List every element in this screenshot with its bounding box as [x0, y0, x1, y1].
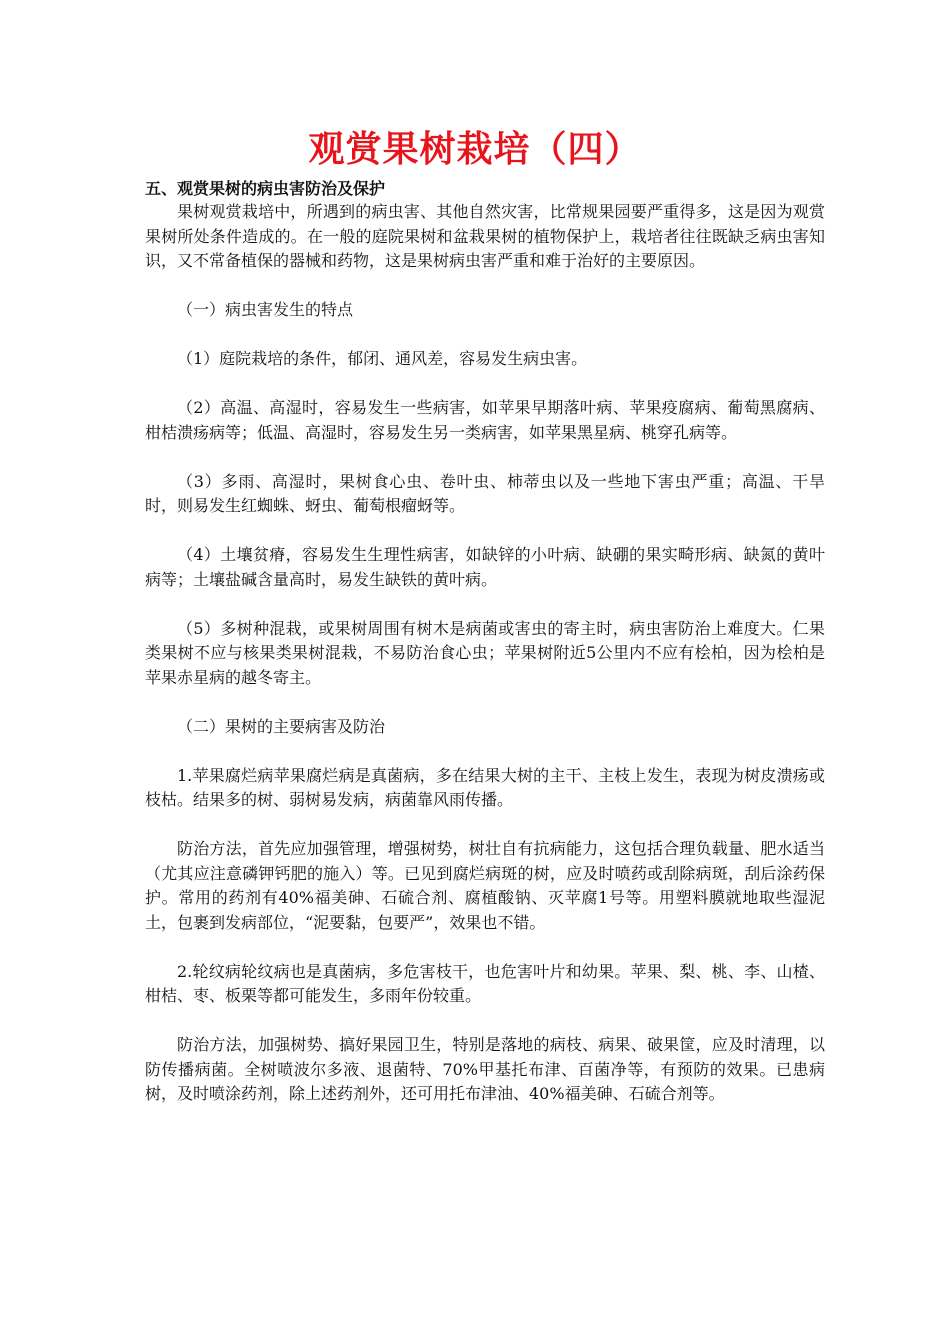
section-heading: 五、观赏果树的病虫害防治及保护: [145, 179, 386, 198]
control-apple-canker: 防治方法，首先应加强管理，增强树势，树壮自有抗病能力，这包括合理负载量、肥水适当（尤其应注意磷钾钙肥的施入）等。已见到腐烂病斑的树，应及时喷药或刮除病斑，刮后涂药保护。常用的药剂有40%福美砷、石硫合剂、腐植酸钠、灭苹腐1号等。用塑料膜就地取些湿泥土，包裹到发病部位，“泥要黏，包要严”，效果也不错。: [145, 839, 825, 932]
paragraph-gap: [145, 690, 825, 715]
paragraph-gap: [145, 592, 825, 617]
paragraph-gap: [145, 1009, 825, 1034]
document-body: [145, 178, 825, 1107]
paragraph-gap: [145, 935, 825, 960]
list-item-4: （4）土壤贫瘠，容易发生生理性病害，如缺锌的小叶病、缺硼的果实畸形病、缺氮的黄叶病等；土壤盐碱含量高时，易发生缺铁的黄叶病。: [145, 545, 825, 589]
paragraph-gap: [145, 323, 825, 348]
paragraph-gap: [145, 445, 825, 470]
paragraph-gap: [145, 519, 825, 544]
paragraph-gap: [145, 813, 825, 838]
disease-ring-rot: 2.轮纹病轮纹病也是真菌病，多危害枝干，也危害叶片和幼果。苹果、梨、桃、李、山楂、柑桔、枣、板栗等都可能发生，多雨年份较重。: [145, 961, 825, 1005]
list-item-2: （2）高温、高湿时，容易发生一些病害，如苹果早期落叶病、苹果疫腐病、葡萄黑腐病、柑桔溃疡病等；低温、高湿时，容易发生另一类病害，如苹果黑星病、桃穿孔病等。: [145, 398, 825, 442]
paragraph-intro: 果树观赏栽培中，所遇到的病虫害、其他自然灾害，比常规果园要严重得多，这是因为观赏果树所处条件造成的。在一般的庭院果树和盆栽果树的植物保护上，栽培者往往既缺乏病虫害知识，又不常备植保的器械和药物，这是果树病虫害严重和难于治好的主要原因。: [145, 202, 825, 270]
document-title: 观赏果树栽培（四）: [308, 129, 642, 170]
control-ring-rot: 防治方法，加强树势、搞好果园卫生，特别是落地的病枝、病果、破果筐，应及时清理，以防传播病菌。全树喷波尔多液、退菌特、70%甲基托布津、百菌净等，有预防的效果。已患病树，及时喷涂药剂，除上述药剂外，还可用托布津油、40%福美砷、石硫合剂等。: [145, 1035, 825, 1103]
paragraph-gap: [145, 372, 825, 397]
paragraph-gap: [145, 739, 825, 764]
subheading-pest-characteristics: （一）病虫害发生的特点: [177, 300, 354, 319]
list-item-3: （3）多雨、高湿时，果树食心虫、卷叶虫、柿蒂虫以及一些地下害虫严重；高温、干旱时，则易发生红蜘蛛、蚜虫、葡萄根瘤蚜等。: [145, 471, 825, 515]
subheading-main-diseases: （二）果树的主要病害及防治: [177, 716, 386, 736]
list-item-1: （1）庭院栽培的条件，郁闭、通风差，容易发生病虫害。: [177, 349, 588, 368]
disease-apple-canker: 1.苹果腐烂病苹果腐烂病是真菌病，多在结果大树的主干、主枝上发生，表现为树皮溃疡或枝枯。结果多的树、弱树易发病，病菌靠风雨传播。: [145, 765, 825, 809]
paragraph-gap: [145, 274, 825, 299]
list-item-5: （5）多树种混栽，或果树周围有树木是病菌或害虫的寄主时，病虫害防治上难度大。仁果类果树不应与核果类果树混栽，不易防治食心虫；苹果树附近5公里内不应有桧柏，因为桧柏是苹果赤星病的越冬寄主。: [145, 618, 825, 687]
